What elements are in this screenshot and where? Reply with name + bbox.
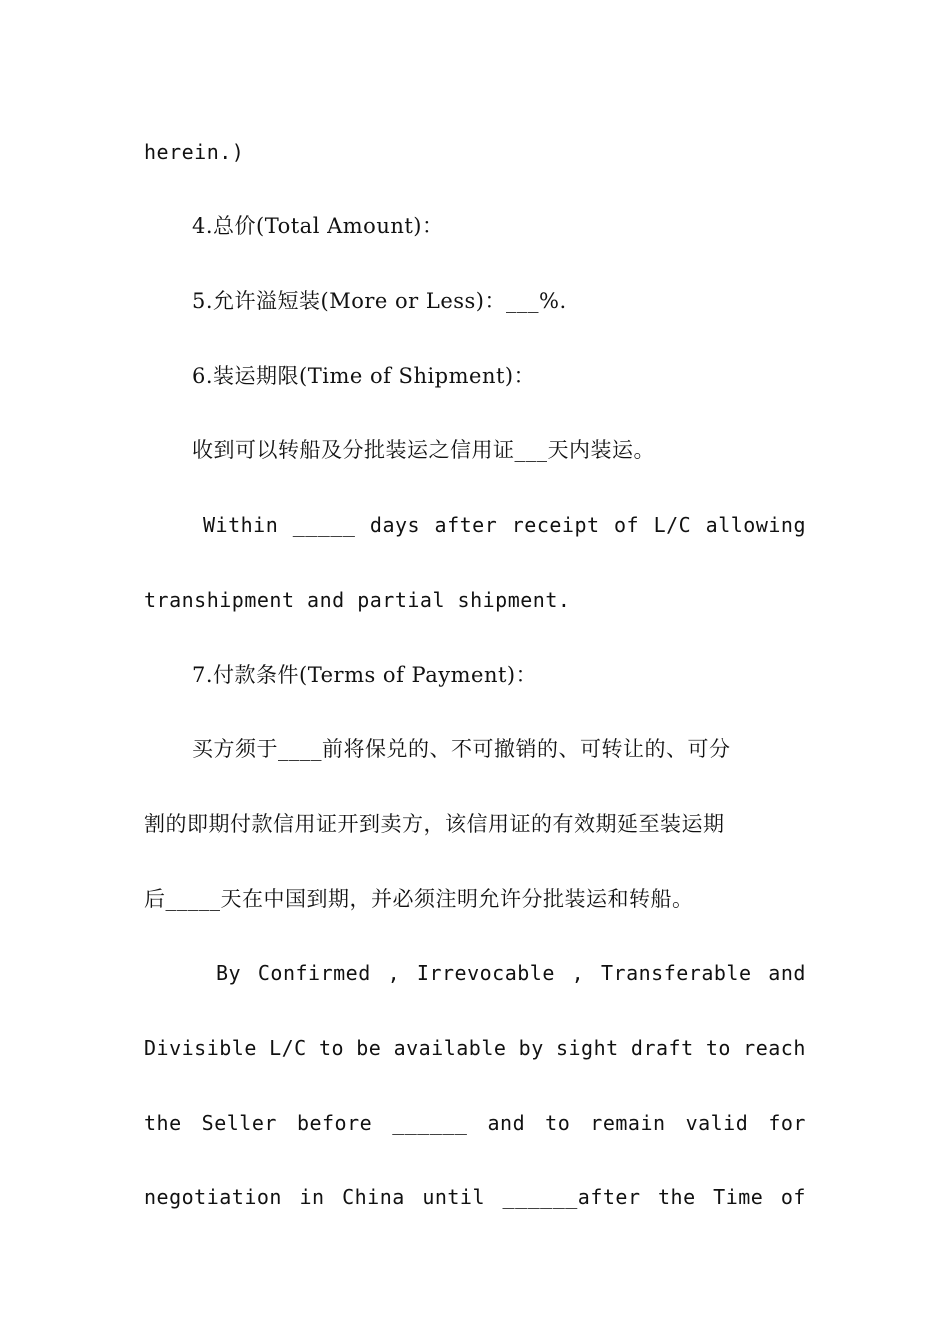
word: Time: [713, 1185, 764, 1209]
clause-7-terms-of-payment: 7.付款条件(Terms of Payment)：: [192, 663, 538, 687]
word: remain: [590, 1111, 666, 1135]
word: the: [144, 1111, 182, 1135]
word: receipt: [511, 513, 600, 537]
word: ,: [571, 961, 585, 985]
word: of: [614, 513, 640, 537]
word: Confirmed: [257, 961, 371, 985]
payment-text-english-line-1: [216, 958, 806, 988]
word: days: [369, 513, 421, 537]
word: after: [434, 513, 498, 537]
word: the: [658, 1185, 696, 1209]
blank-field: _____: [292, 513, 356, 537]
word: draft: [630, 1036, 694, 1060]
payment-text-chinese-line-3: 后_____天在中国到期，并必须注明允许分批装运和转船。: [144, 887, 694, 911]
clause-6-time-of-shipment: 6.装运期限(Time of Shipment)：: [192, 364, 536, 388]
clause-4-total-amount: 4.总价(Total Amount)：: [192, 214, 444, 238]
word: to: [318, 1036, 345, 1060]
word: valid: [685, 1111, 749, 1135]
word: sight: [555, 1036, 619, 1060]
word: be: [356, 1036, 382, 1060]
word: and: [487, 1111, 526, 1135]
payment-text-chinese-line-2: 割的即期付款信用证开到卖方，该信用证的有效期延至装运期: [144, 812, 725, 836]
shipment-text-english-line-2: transhipment and partial shipment.: [144, 588, 571, 612]
word: Within: [203, 513, 279, 537]
word: Seller: [201, 1111, 277, 1135]
word: before: [296, 1111, 373, 1135]
payment-text-english-line-3: [144, 1108, 806, 1138]
word: L/C: [653, 513, 692, 537]
word: until: [422, 1185, 486, 1209]
clause-5-more-or-less: 5.允许溢短装(More or Less)：___%.: [192, 289, 567, 313]
word: of: [780, 1185, 806, 1209]
word: for: [768, 1111, 806, 1135]
word: reach: [743, 1036, 806, 1060]
word: Divisible: [144, 1036, 257, 1060]
word: China: [342, 1185, 405, 1209]
shipment-text-english-line-1: [203, 510, 806, 540]
word: to: [545, 1111, 571, 1135]
text-line-herein: herein.): [144, 140, 245, 164]
payment-text-english-line-4: [144, 1182, 806, 1212]
blank-field: ______: [392, 1111, 468, 1135]
word: Transferable: [601, 961, 752, 985]
word: By: [216, 961, 242, 985]
word: L/C: [269, 1036, 307, 1060]
word: Irrevocable: [416, 961, 555, 985]
word: ,: [387, 961, 401, 985]
word: to: [705, 1036, 731, 1060]
word: available: [393, 1036, 507, 1060]
word: ______after: [502, 1185, 641, 1209]
word: negotiation: [144, 1185, 282, 1209]
word: and: [768, 961, 806, 985]
payment-text-english-line-2: [144, 1033, 806, 1063]
payment-text-chinese-line-1: 买方须于____前将保兑的、不可撤销的、可转让的、可分: [192, 737, 731, 761]
word: in: [299, 1185, 325, 1209]
word: by: [518, 1036, 544, 1060]
word: allowing: [705, 513, 806, 537]
shipment-text-chinese: 收到可以转船及分批装运之信用证___天内装运。: [192, 438, 655, 462]
